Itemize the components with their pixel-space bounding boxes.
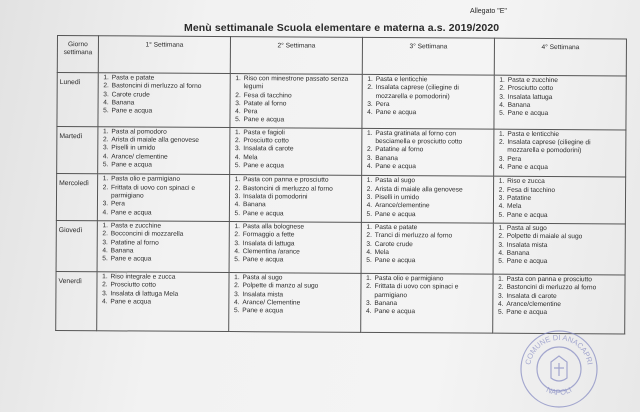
menu-item: 1. Pasta e patate [374, 224, 491, 233]
day-name: Martedì [57, 126, 98, 174]
menu-item: 3. Pera [375, 101, 492, 110]
menu-item: 4. Pane e acqua [373, 308, 490, 317]
week-header: 2° Settimana [230, 37, 362, 75]
day-column-header: Giorno settimana [57, 36, 98, 73]
menu-item: 4. Pane e acqua [375, 109, 492, 118]
menu-item-list [100, 128, 227, 170]
menu-cell [493, 274, 625, 334]
menu-item: 1. Riso con minestrone passato senza legumi [243, 75, 360, 92]
menu-item-list [232, 129, 359, 171]
menu-cell [98, 73, 230, 127]
coat-of-arms-detail [554, 363, 564, 376]
menu-item: 4. Pane e acqua [110, 209, 227, 218]
menu-item-list [99, 273, 226, 307]
menu-item-list [496, 130, 623, 172]
menu-cell [361, 273, 493, 333]
menu-item: 5. Pane e acqua [506, 211, 623, 220]
menu-cell [229, 175, 361, 223]
menu-item: 1. Riso e zucca [506, 178, 623, 187]
menu-item: 2. Arista di maiale alla genovese [374, 186, 491, 195]
menu-item: 2. Insalata caprese (ciliegine di mozzarella e pomodorini) [506, 139, 623, 156]
menu-item: 4. Arance/clementine [505, 301, 622, 310]
day-row [56, 221, 625, 275]
menu-item: 5. Pane e acqua [242, 117, 359, 126]
municipal-stamp [518, 328, 600, 410]
menu-item: 4. Banana [507, 102, 624, 111]
menu-item: 3. Patate al forno [243, 100, 360, 109]
menu-item-list [231, 274, 358, 316]
menu-item: 2. Prosciutto cotto [507, 85, 624, 94]
weekly-menu-table [55, 35, 627, 334]
menu-item: 4. Banana [111, 99, 228, 108]
menu-item: 4. Pane e acqua [374, 163, 491, 172]
stamp-top-text: COMUNE DI ANACAPRI [523, 332, 595, 366]
menu-item: 5. Pane e acqua [506, 110, 623, 119]
stamp-bottom-text: NAPOLI [544, 385, 574, 397]
stamp-text [523, 333, 594, 366]
menu-item-list [364, 177, 491, 219]
menu-item: 2. Prosciutto cotto [109, 282, 226, 291]
menu-body [56, 73, 627, 334]
menu-cell [494, 129, 626, 178]
menu-cell [493, 177, 625, 225]
menu-item: 3. Pera [506, 155, 623, 164]
menu-item: 2. Formaggio a fette [242, 232, 359, 241]
menu-item: 3. Banana [374, 154, 491, 163]
menu-cell [97, 174, 229, 222]
day-name: Lunedì [57, 73, 98, 127]
menu-item: 3. Patatine al forno [110, 239, 227, 248]
menu-item-list [496, 225, 623, 267]
menu-item: 1. Pasta e zucchine [110, 223, 227, 232]
menu-cell [361, 176, 493, 224]
menu-item: 3. Insalata mista [506, 242, 623, 251]
menu-cell [361, 223, 493, 275]
menu-item-list [365, 76, 492, 118]
menu-item-list [101, 74, 228, 116]
header-row [57, 36, 626, 76]
menu-item-list [364, 130, 491, 172]
menu-item: 3. Patatine [506, 195, 623, 204]
menu-item: 2. Polpette di manzo al sugo [241, 282, 358, 291]
menu-item: 5. Pane e acqua [111, 108, 228, 117]
menu-item-list [100, 176, 227, 218]
menu-cell [97, 272, 229, 332]
menu-item: 3. Carote crude [374, 241, 491, 250]
day-row [57, 126, 626, 177]
menu-item: 3. Insalata lattuga [507, 93, 624, 102]
attachment-label: Allegato "E" [470, 8, 507, 15]
day-row [56, 272, 625, 334]
menu-item: 1. Pasta olio e parmigiano [373, 275, 490, 284]
menu-item: 1. Pasta e fagioli [242, 129, 359, 138]
day-row [56, 174, 625, 224]
day-name: Giovedì [56, 221, 97, 272]
menu-item: 4. Arance/ Clementine [241, 299, 358, 308]
menu-item-list [496, 178, 623, 220]
menu-item: 3. Insalata di pomodorini [242, 193, 359, 202]
menu-item: 2. Prosciutto cotto [242, 137, 359, 146]
menu-cell [362, 74, 494, 128]
menu-item: 4. Arance/clementine [374, 202, 491, 211]
stamp-bottom-label [545, 385, 573, 397]
menu-item: 1. Pasta alla bolognese [242, 223, 359, 232]
menu-item: 5. Pane e acqua [241, 307, 358, 316]
menu-item: 3. Pera [110, 201, 227, 210]
menu-item: 2. Fesa di tacchino [243, 92, 360, 101]
menu-cell [230, 74, 362, 128]
menu-item: 2. Insalata caprese (ciliegine di mozzarella e pomodorini) [375, 84, 492, 101]
menu-item: 3. Piselli in umido [374, 194, 491, 203]
menu-item: 4. Banana [242, 201, 359, 210]
page-title: Menù settimanale Scuola elementare e materna a.s. 2019/2020 [184, 22, 500, 34]
menu-item: 4. Mela [242, 154, 359, 163]
menu-item: 1. Pasta e zucchine [507, 77, 624, 86]
menu-item: 2. Frittata di uovo con spinaci e parmigiano [373, 283, 490, 300]
menu-item: 5. Pane e acqua [506, 258, 623, 267]
menu-item: 3. Insalata di carote [505, 292, 622, 301]
menu-item: 1. Pasta olio e parmigiano [110, 176, 227, 185]
menu-item: 1. Pasta al sugo [241, 274, 358, 283]
menu-item: 5. Pane e acqua [110, 256, 227, 265]
menu-item: 1. Pasta al sugo [506, 225, 623, 234]
menu-item: 4. Pane e acqua [109, 298, 226, 307]
menu-item: 1. Pasta gratinata al forno con besciamella e prosciutto cotto [374, 130, 491, 147]
menu-cell [362, 128, 494, 177]
menu-cell [493, 223, 625, 275]
menu-cell [494, 75, 626, 129]
menu-item: 4. Clementina /arance [242, 248, 359, 257]
menu-cell [98, 126, 230, 175]
day-row [57, 73, 626, 130]
menu-item: 5. Pane e acqua [374, 211, 491, 220]
menu-item: 1. Pasta al sugo [374, 177, 491, 186]
menu-item: 1. Pasta e lenticchie [506, 130, 623, 139]
menu-item: 2. Arista di maiale alla genovese [110, 136, 227, 145]
menu-item: 2. Tranci di merluzzo al forno [374, 232, 491, 241]
menu-item: 4. Banana [110, 247, 227, 256]
menu-item: 4. Mela [374, 249, 491, 258]
week-header: 4° Settimana [494, 38, 626, 76]
menu-item: 2. Frittata di uovo con spinaci e parmigiano [110, 184, 227, 201]
menu-item: 3. Insalata di lattuga [242, 240, 359, 249]
menu-item: 2. Bocconcini di mozzarella [110, 231, 227, 240]
week-header: 1° Settimana [98, 36, 230, 74]
menu-item-list [232, 75, 359, 126]
menu-item: 5. Pane e acqua [242, 257, 359, 266]
menu-item: 3. Insalata di carote [242, 145, 359, 154]
menu-item-list [497, 77, 624, 119]
menu-item: 5. Pane e acqua [110, 161, 227, 170]
menu-item: 4. Banana [506, 250, 623, 259]
menu-item: 3. Piselli in umido [110, 145, 227, 154]
menu-cell [229, 273, 361, 333]
menu-item: 2. Bastoncini di merluzzo al forno [111, 83, 228, 92]
week-header: 3° Settimana [362, 37, 494, 75]
day-name: Mercoledì [56, 174, 97, 221]
menu-item-list [232, 223, 359, 265]
menu-item-list [363, 275, 490, 317]
menu-item: 1. Riso integrale e zucca [109, 273, 226, 282]
menu-item: 1. Pasta con panna e prosciutto [505, 276, 622, 285]
menu-item: 1. Pasta al pomodoro [110, 128, 227, 137]
menu-item: 2. Bastoncini di merluzzo al forno [242, 185, 359, 194]
menu-item: 4. Arance/ clementine [110, 153, 227, 162]
menu-item: 5. Pane e acqua [374, 257, 491, 266]
menu-item: 5. Pane e acqua [505, 309, 622, 318]
menu-item: 4. Pera [243, 108, 360, 117]
menu-item: 5. Pane e acqua [242, 210, 359, 219]
menu-item: 1. Pasta e lenticchie [375, 76, 492, 85]
menu-item: 5. Pane e acqua [242, 162, 359, 171]
menu-cell [230, 127, 362, 176]
menu-item: 3. Insalata mista [241, 291, 358, 300]
menu-item: 3. Insalata di lattuga Mela [109, 290, 226, 299]
menu-item: 4. Mela [506, 203, 623, 212]
menu-cell [229, 222, 361, 274]
menu-item-list [364, 224, 491, 266]
menu-cell [97, 221, 229, 273]
menu-item: 2. Polpette di maiale al sugo [506, 233, 623, 242]
menu-item: 1. Pasta con panna e prosciutto [242, 177, 359, 186]
menu-item: 2. Bastoncini di merluzzo al forno [505, 284, 622, 293]
day-name: Venerdì [56, 272, 97, 331]
menu-item: 3. Carote crude [111, 91, 228, 100]
menu-item-list [495, 276, 622, 318]
menu-item-list [232, 177, 359, 219]
menu-item: 2. Patatine al forno [374, 146, 491, 155]
menu-item: 4. Pane e acqua [506, 164, 623, 173]
menu-item: 3. Banana [373, 300, 490, 309]
menu-item-list [100, 222, 227, 264]
menu-item: 2. Fesa di tacchino [506, 186, 623, 195]
menu-item: 1. Pasta e patate [111, 74, 228, 83]
